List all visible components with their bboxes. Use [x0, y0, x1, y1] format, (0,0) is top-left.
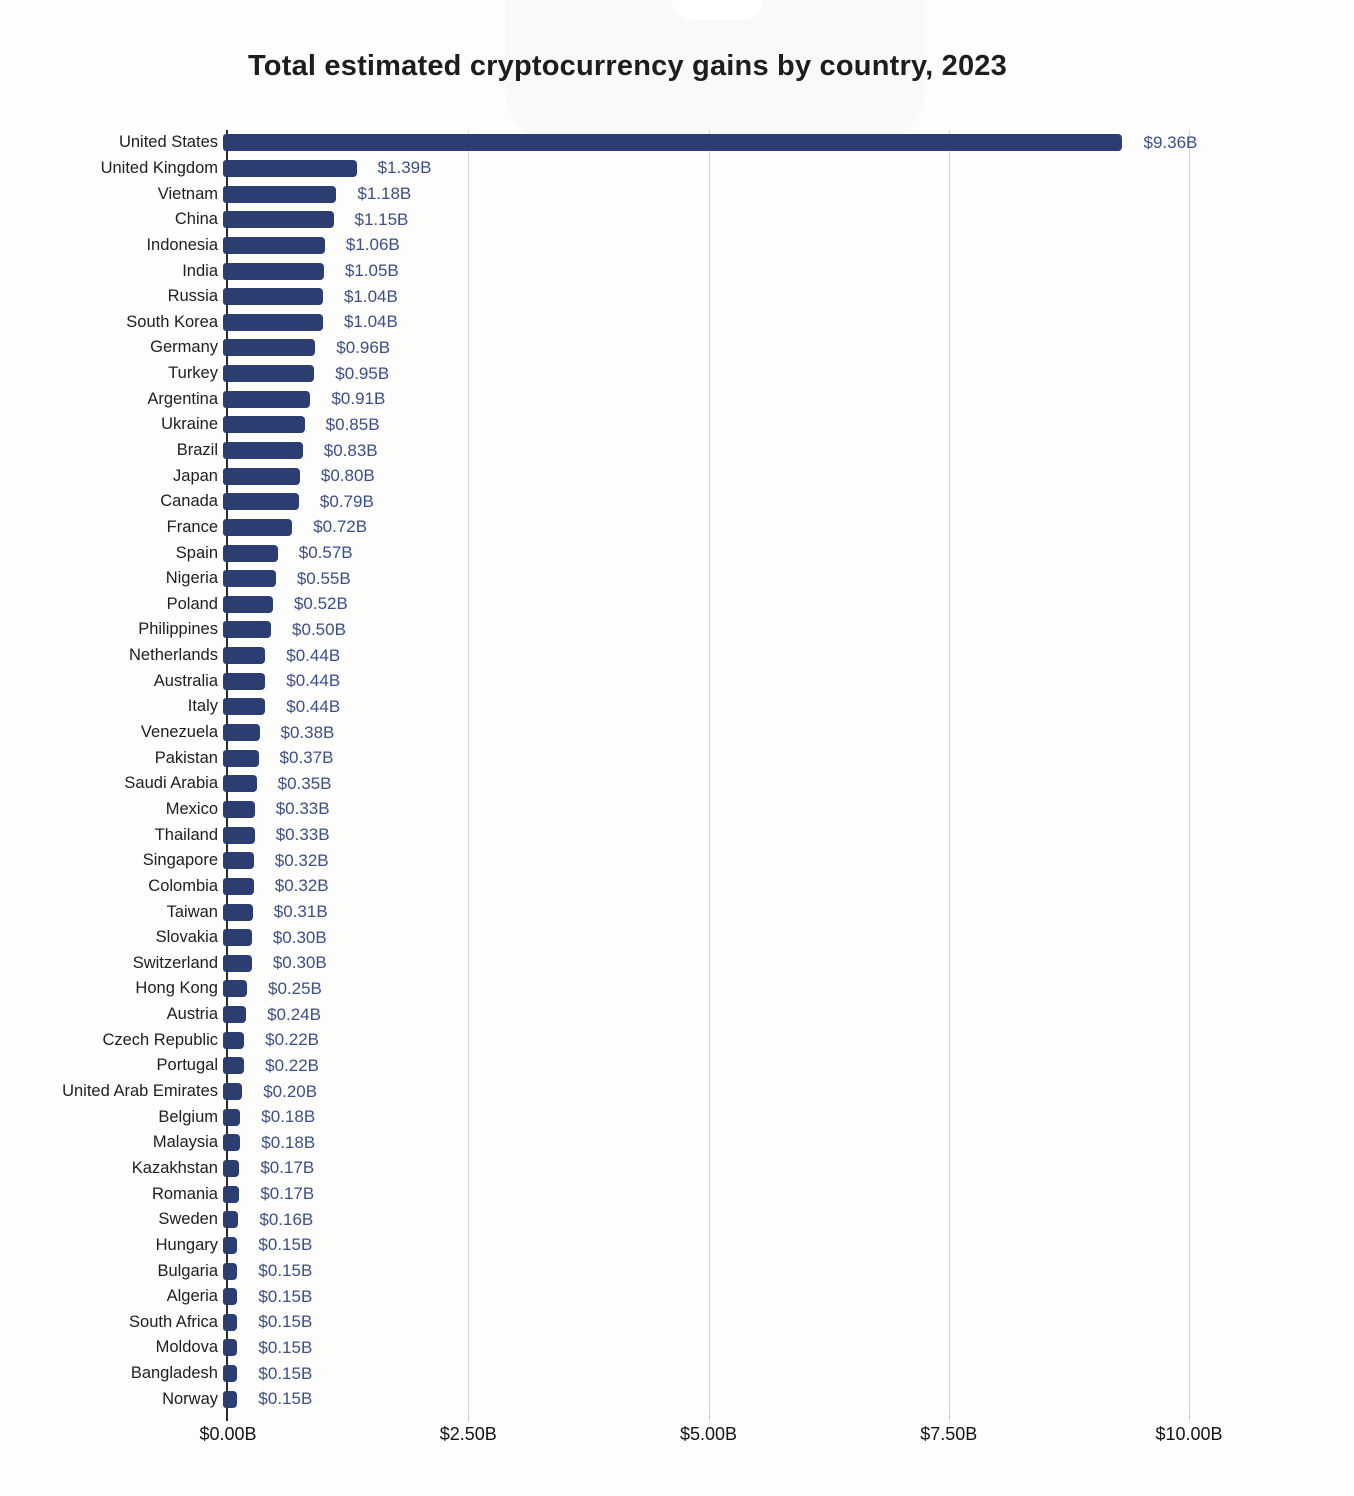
value-label: $0.18B — [261, 1132, 316, 1152]
bar-track — [223, 643, 1354, 669]
value-bar — [223, 698, 265, 715]
bar-row — [0, 617, 1354, 643]
bar-track — [223, 899, 1354, 925]
bar-row — [0, 130, 1354, 156]
bar-track — [223, 463, 1354, 489]
bar-track — [223, 1386, 1354, 1412]
bar-track — [223, 771, 1354, 797]
bar-track — [223, 1335, 1354, 1361]
value-label: $0.83B — [323, 440, 378, 460]
country-label: Japan — [173, 466, 218, 485]
value-bar — [223, 1083, 242, 1100]
bar-track — [223, 207, 1354, 233]
value-label: $0.32B — [274, 876, 329, 896]
value-label: $0.80B — [320, 466, 375, 486]
country-label: Slovakia — [155, 928, 218, 947]
value-bar — [223, 621, 271, 638]
bar-row — [0, 1258, 1354, 1284]
bar-track — [223, 438, 1354, 464]
value-label: $0.30B — [272, 953, 327, 973]
value-label: $9.36B — [1143, 132, 1198, 152]
bar-track — [223, 1207, 1354, 1233]
value-label: $1.06B — [345, 235, 400, 255]
value-label: $0.37B — [279, 748, 334, 768]
value-bar — [223, 339, 315, 356]
country-label: Nigeria — [165, 569, 218, 588]
value-bar — [223, 1339, 237, 1356]
bar-row — [0, 540, 1354, 566]
value-bar — [223, 263, 324, 280]
country-label: Switzerland — [132, 953, 218, 972]
bar-row — [0, 515, 1354, 541]
value-label: $0.91B — [331, 389, 386, 409]
country-label: France — [166, 517, 218, 536]
value-bar — [223, 852, 254, 869]
bar-track — [223, 925, 1354, 951]
x-axis-tick-mark — [709, 1412, 710, 1421]
value-label: $0.25B — [268, 978, 322, 998]
value-label: $0.30B — [272, 927, 327, 947]
x-axis-tick-mark — [468, 1412, 469, 1421]
bar-track — [223, 156, 1354, 182]
bar-track — [223, 720, 1354, 746]
value-label: $0.52B — [293, 594, 348, 614]
bar-row — [0, 1361, 1354, 1387]
country-label: Kazakhstan — [131, 1158, 218, 1177]
bar-track — [223, 361, 1354, 387]
x-axis-tick-label: $5.00B — [679, 1424, 738, 1444]
bar-track — [223, 1053, 1354, 1079]
bar-track — [223, 1258, 1354, 1284]
bar-track — [223, 1309, 1354, 1335]
bar-row — [0, 181, 1354, 207]
bar-row — [0, 1284, 1354, 1310]
value-label: $0.15B — [258, 1363, 313, 1383]
bar-row — [0, 412, 1354, 438]
value-label: $0.17B — [260, 1158, 315, 1178]
country-label: Czech Republic — [102, 1030, 218, 1049]
bar-row — [0, 1207, 1354, 1233]
value-bar — [223, 288, 323, 305]
bar-row — [0, 386, 1354, 412]
bar-row — [0, 361, 1354, 387]
country-label: Italy — [187, 697, 218, 716]
bar-track — [223, 258, 1354, 284]
value-bar — [223, 1314, 237, 1331]
value-bar — [223, 570, 276, 587]
value-bar — [223, 955, 252, 972]
bar-row — [0, 822, 1354, 848]
bar-track — [223, 181, 1354, 207]
x-axis-tick-label: $2.50B — [439, 1424, 497, 1444]
bar-rows — [0, 130, 1354, 1412]
bar-track — [223, 797, 1354, 823]
value-label: $1.15B — [354, 209, 409, 229]
value-label: $0.22B — [265, 1030, 320, 1050]
bar-track — [223, 1104, 1354, 1130]
bar-track — [223, 694, 1354, 720]
country-label: Saudi Arabia — [124, 774, 218, 793]
value-label: $0.44B — [286, 645, 341, 665]
country-label: Hungary — [155, 1235, 218, 1254]
bar-row — [0, 1002, 1354, 1028]
bar-track — [223, 1233, 1354, 1259]
country-label: Thailand — [154, 825, 218, 844]
value-label: $0.31B — [273, 902, 328, 922]
bar-row — [0, 592, 1354, 618]
bar-row — [0, 925, 1354, 951]
value-bar — [223, 1237, 237, 1254]
value-bar — [223, 519, 292, 536]
value-bar — [223, 1288, 237, 1305]
value-label: $1.18B — [357, 184, 412, 204]
value-label: $0.15B — [258, 1235, 313, 1255]
value-bar — [223, 237, 325, 254]
country-label: Colombia — [148, 876, 218, 895]
country-label: Sweden — [158, 1210, 218, 1229]
country-label: Venezuela — [140, 723, 218, 742]
country-label: Bangladesh — [130, 1364, 218, 1383]
bar-row — [0, 284, 1354, 310]
value-label: $1.39B — [377, 158, 432, 178]
value-bar — [223, 750, 259, 767]
country-label: Malaysia — [152, 1133, 218, 1152]
bar-track — [223, 592, 1354, 618]
value-label: $0.24B — [267, 1004, 321, 1024]
value-label: $0.22B — [265, 1055, 320, 1075]
country-label: Australia — [153, 671, 218, 690]
chart-title: Total estimated cryptocurrency gains by country, 2023 — [248, 50, 1007, 82]
x-axis — [0, 1424, 1354, 1454]
value-label: $0.95B — [335, 363, 390, 383]
value-bar — [223, 673, 265, 690]
bar-track — [223, 412, 1354, 438]
bar-row — [0, 976, 1354, 1002]
bar-track — [223, 1156, 1354, 1182]
country-label: United States — [118, 133, 218, 152]
bar-track — [223, 668, 1354, 694]
country-label: Norway — [162, 1389, 218, 1408]
value-bar — [223, 1160, 239, 1177]
value-bar — [223, 493, 299, 510]
bar-row — [0, 1181, 1354, 1207]
value-label: $0.18B — [261, 1107, 316, 1127]
bar-row — [0, 1386, 1354, 1412]
value-bar — [223, 1057, 244, 1074]
bar-row — [0, 233, 1354, 259]
value-label: $1.05B — [344, 261, 399, 281]
bar-row — [0, 156, 1354, 182]
country-label: Germany — [150, 338, 218, 357]
bar-row — [0, 899, 1354, 925]
value-label: $0.57B — [298, 543, 353, 563]
bar-row — [0, 745, 1354, 771]
value-bar — [223, 391, 310, 408]
bar-track — [223, 822, 1354, 848]
value-bar — [223, 211, 334, 228]
value-bar — [223, 468, 300, 485]
bar-row — [0, 1233, 1354, 1259]
x-axis-tick-label: $10.00B — [1155, 1424, 1223, 1444]
bar-row — [0, 643, 1354, 669]
value-label: $1.04B — [343, 286, 398, 306]
bar-row — [0, 1156, 1354, 1182]
country-label: United Arab Emirates — [62, 1082, 218, 1101]
country-label: Brazil — [176, 441, 218, 459]
country-label: United Kingdom — [100, 158, 218, 177]
bar-track — [223, 284, 1354, 310]
bar-row — [0, 1053, 1354, 1079]
bar-track — [223, 335, 1354, 361]
country-label: Indonesia — [146, 235, 218, 254]
bar-row — [0, 1104, 1354, 1130]
value-label: $0.33B — [275, 825, 330, 845]
value-label: $0.15B — [258, 1389, 313, 1409]
value-bar — [223, 545, 278, 562]
bar-row — [0, 309, 1354, 335]
bar-row — [0, 874, 1354, 900]
value-label: $0.33B — [275, 799, 330, 819]
value-bar — [223, 1006, 246, 1023]
country-label: Mexico — [165, 799, 218, 818]
bar-track — [223, 1181, 1354, 1207]
country-label: Philippines — [138, 620, 218, 639]
value-bar — [223, 775, 257, 792]
bar-track — [223, 848, 1354, 874]
value-bar — [223, 186, 336, 203]
value-bar — [223, 134, 1122, 151]
value-label: $0.32B — [274, 850, 329, 870]
bar-track — [223, 566, 1354, 592]
country-label: Singapore — [142, 851, 218, 870]
value-label: $0.44B — [286, 696, 341, 716]
country-label: Canada — [160, 492, 218, 511]
country-label: Bulgaria — [157, 1261, 218, 1280]
value-bar — [223, 801, 255, 818]
bar-row — [0, 694, 1354, 720]
bar-track — [223, 309, 1354, 335]
bar-row — [0, 668, 1354, 694]
value-bar — [223, 878, 254, 895]
bar-track — [223, 515, 1354, 541]
country-label: South Korea — [126, 312, 218, 331]
bar-row — [0, 848, 1354, 874]
value-bar — [223, 1032, 244, 1049]
bar-row — [0, 771, 1354, 797]
value-label: $0.85B — [325, 414, 380, 434]
bar-row — [0, 566, 1354, 592]
bar-track — [223, 1079, 1354, 1105]
bar-track — [223, 540, 1354, 566]
value-label: $0.72B — [313, 517, 368, 537]
value-bar — [223, 314, 323, 331]
value-label: $0.50B — [292, 619, 346, 639]
value-label: $0.35B — [277, 773, 332, 793]
country-label: India — [182, 261, 218, 280]
bar-row — [0, 951, 1354, 977]
bar-track — [223, 1027, 1354, 1053]
value-label: $0.79B — [319, 491, 374, 511]
bar-row — [0, 1335, 1354, 1361]
bar-track — [223, 745, 1354, 771]
bar-track — [223, 1130, 1354, 1156]
plot-area — [62, 130, 1198, 1412]
bar-row — [0, 720, 1354, 746]
country-label: Russia — [167, 287, 218, 306]
value-label: $0.15B — [258, 1312, 313, 1332]
watermark-notch — [672, 0, 762, 20]
country-label: Spain — [175, 543, 218, 562]
bar-track — [223, 874, 1354, 900]
value-bar — [223, 904, 253, 921]
value-bar — [223, 416, 305, 433]
bar-row — [0, 463, 1354, 489]
value-label: $0.15B — [258, 1261, 313, 1280]
value-bar — [223, 827, 255, 844]
country-label: South Africa — [129, 1312, 218, 1331]
value-bar — [223, 365, 314, 382]
country-label: Ukraine — [161, 415, 218, 434]
bar-track — [223, 1002, 1354, 1028]
country-label: Moldova — [155, 1338, 218, 1357]
value-bar — [223, 724, 260, 741]
bar-track — [223, 386, 1354, 412]
value-bar — [223, 980, 247, 997]
value-bar — [223, 1365, 237, 1382]
bar-track — [223, 951, 1354, 977]
country-label: Vietnam — [157, 184, 218, 203]
country-label: Taiwan — [166, 902, 218, 921]
bar-row — [0, 207, 1354, 233]
value-bar — [223, 1391, 237, 1408]
bar-row — [0, 258, 1354, 284]
value-label: $0.38B — [280, 722, 335, 742]
value-bar — [223, 160, 357, 177]
value-bar — [223, 647, 265, 664]
value-bar — [223, 596, 273, 613]
value-label: $0.15B — [258, 1286, 313, 1306]
country-label: Romania — [151, 1184, 218, 1203]
value-bar — [223, 1134, 240, 1151]
value-label: $0.96B — [336, 337, 391, 357]
bar-track — [223, 976, 1354, 1002]
country-label: Pakistan — [154, 748, 218, 767]
country-label: Belgium — [158, 1107, 218, 1126]
bar-row — [0, 1027, 1354, 1053]
value-bar — [223, 1263, 237, 1280]
bar-row — [0, 489, 1354, 515]
country-label: Netherlands — [129, 646, 218, 665]
country-label: Hong Kong — [135, 979, 218, 998]
country-label: Portugal — [156, 1056, 218, 1075]
value-bar — [223, 442, 303, 459]
value-bar — [223, 1109, 240, 1126]
bar-track — [223, 617, 1354, 643]
value-label: $0.44B — [286, 671, 341, 691]
x-axis-tick-mark — [949, 1412, 950, 1421]
value-label: $0.15B — [258, 1337, 313, 1357]
bar-row — [0, 1130, 1354, 1156]
bar-row — [0, 1079, 1354, 1105]
bar-row — [0, 1309, 1354, 1335]
bar-row — [0, 438, 1354, 464]
country-label: Argentina — [147, 389, 218, 408]
bar-row — [0, 797, 1354, 823]
bar-track — [223, 1361, 1354, 1387]
x-axis-tick-label: $0.00B — [199, 1424, 257, 1444]
country-label: Austria — [166, 1005, 218, 1024]
value-label: $0.20B — [263, 1081, 318, 1101]
country-label: Poland — [166, 594, 218, 613]
bar-track — [223, 489, 1354, 515]
value-bar — [223, 929, 252, 946]
country-label: China — [174, 210, 218, 229]
country-label: Turkey — [168, 364, 218, 383]
x-axis-tick-mark — [1189, 1412, 1190, 1421]
value-bar — [223, 1186, 239, 1203]
value-label: $0.16B — [259, 1209, 314, 1229]
value-label: $0.17B — [260, 1184, 315, 1204]
bar-track — [223, 1284, 1354, 1310]
bar-track — [223, 130, 1354, 156]
x-axis-tick-label: $7.50B — [920, 1424, 978, 1444]
bar-track — [223, 233, 1354, 259]
bar-row — [0, 335, 1354, 361]
value-label: $1.04B — [343, 312, 398, 332]
value-bar — [223, 1211, 238, 1228]
value-label: $0.55B — [296, 568, 351, 588]
country-label: Algeria — [166, 1287, 218, 1306]
